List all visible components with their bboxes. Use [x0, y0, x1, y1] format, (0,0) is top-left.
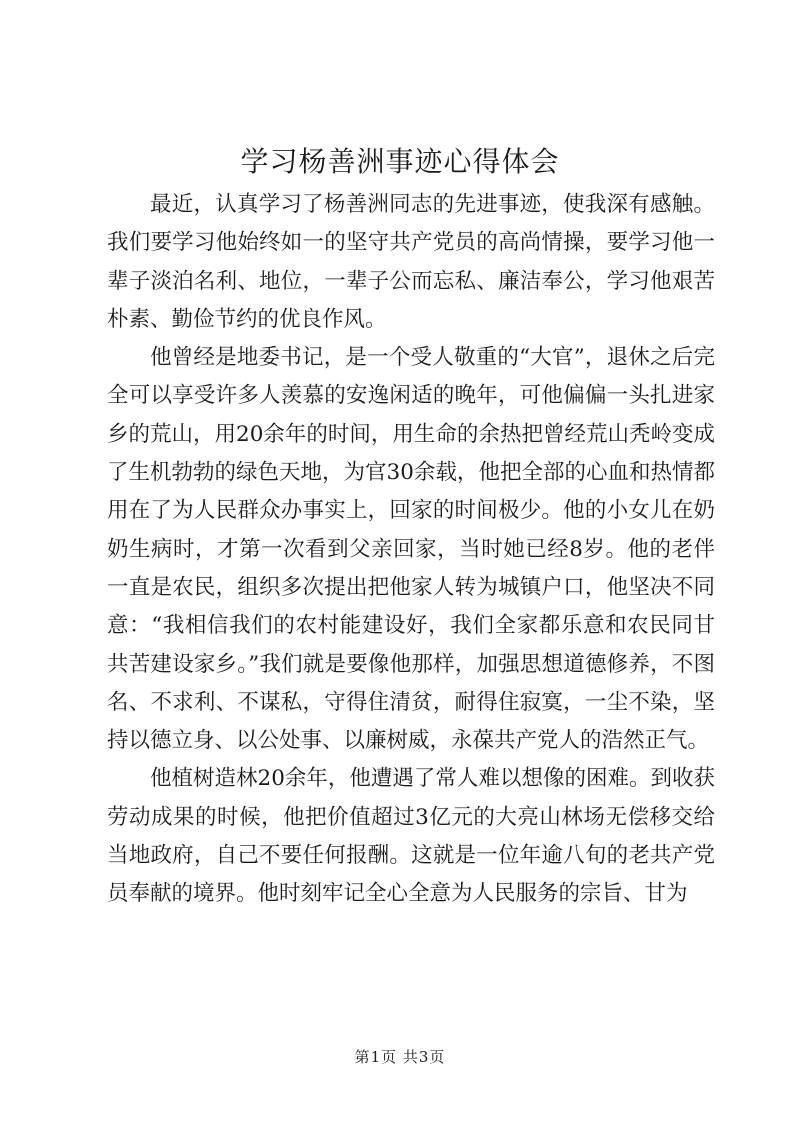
document-body — [107, 186, 715, 914]
document-title: 学习杨善洲事迹心得体会 — [240, 145, 560, 178]
paragraph-2: 他曾经是地委书记，是一个受人敬重的“大官”，退休之后完全可以享受许多人羡慕的安逸闲适的晚年，可他偏偏一头扎进家乡的荒山，用20余年的时间，用生命的余热把曾经荒山秃岭变成了生机勃勃的绿色天地，为官30余载，他把全部的心血和热情都用在了为人民群众办事实上，回家的时间极少。他的小女儿在奶奶生病时，才第一次看到父亲回家，当时她已经8岁。他的老伴一直是农民，组织多次提出把他家人转为城镇户口，他坚决不同意：“我相信我们的农村能建设好，我们全家都乐意和农民同甘共苦建设家乡。”我们就是要像他那样，加强思想道德修养，不图名、不求利、不谋私，守得住清贫，耐得住寂寞，一尘不染，坚持以德立身、以公处事、以廉树威，永葆共产党人的浩然正气。 — [107, 345, 715, 754]
paragraph-3: 他植树造林20余年，他遭遇了常人难以想像的困难。到收获劳动成果的时候，他把价值超过3亿元的大亮山林场无偿移交给当地政府，自己不要任何报酬。这就是一位年逾八旬的老共产党员奉献的境界。他时刻牢记全心全意为人民服务的宗旨、甘为 — [107, 766, 715, 907]
paragraph-1: 最近，认真学习了杨善洲同志的先进事迹，使我深有感触。我们要学习他始终如一的坚守共产党员的高尚情操，要学习他一辈子淡泊名利、地位，一辈子公而忘私、廉洁奉公，学习他艰苦朴素、勤俭节约的优良作风。 — [107, 192, 715, 332]
page-number-footer: 第1页 共3页 — [354, 1048, 446, 1066]
